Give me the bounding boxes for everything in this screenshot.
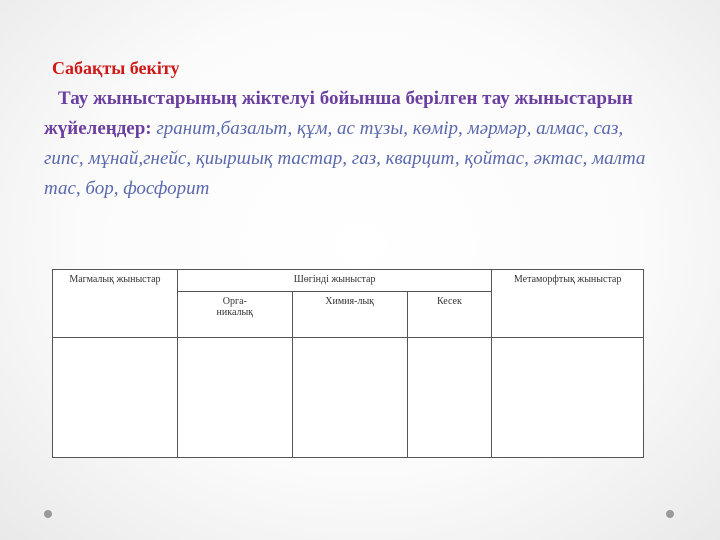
answer-cell-organic[interactable] [177, 338, 292, 458]
subheader-clastic: Кесек [407, 292, 492, 338]
table-answer-row [53, 338, 644, 458]
header-sedimentary: Шөгінді жыныстар [177, 270, 491, 292]
lesson-heading: Сабақты бекіту [52, 58, 180, 78]
header-magmatic: Магмалық жыныстар [53, 270, 178, 338]
subheader-chemical [292, 292, 407, 338]
slide-bullet-right [666, 510, 674, 518]
rock-list: гранит,базальт, құм, ас тұзы, көмір, мәрмәр, алмас, саз, гипс, мұнай,гнейс, қиыршық тастар, газ, кварцит, қойтас, әктас, малта тас, бор, фосфорит [44, 118, 646, 199]
table-header-row [53, 270, 644, 292]
slide-bullet-left [44, 510, 52, 518]
answer-cell-magmatic[interactable] [53, 338, 178, 458]
task-instruction: Тау жыныстарының жіктелуі бойынша берілген тау жыныстарын жүйелеңдер: [44, 88, 633, 139]
rock-classification-table [52, 269, 644, 458]
answer-cell-clastic[interactable] [407, 338, 492, 458]
subheader-organic [177, 292, 292, 338]
answer-cell-metamorphic[interactable] [492, 338, 644, 458]
answer-cell-chemical[interactable] [292, 338, 407, 458]
header-metamorphic: Метаморфтық жыныстар [492, 270, 644, 338]
task-text [44, 84, 654, 204]
subheader-organic-label: Орга-никалық [216, 296, 254, 318]
subheader-chemical-label: Химия-лық [325, 296, 375, 307]
